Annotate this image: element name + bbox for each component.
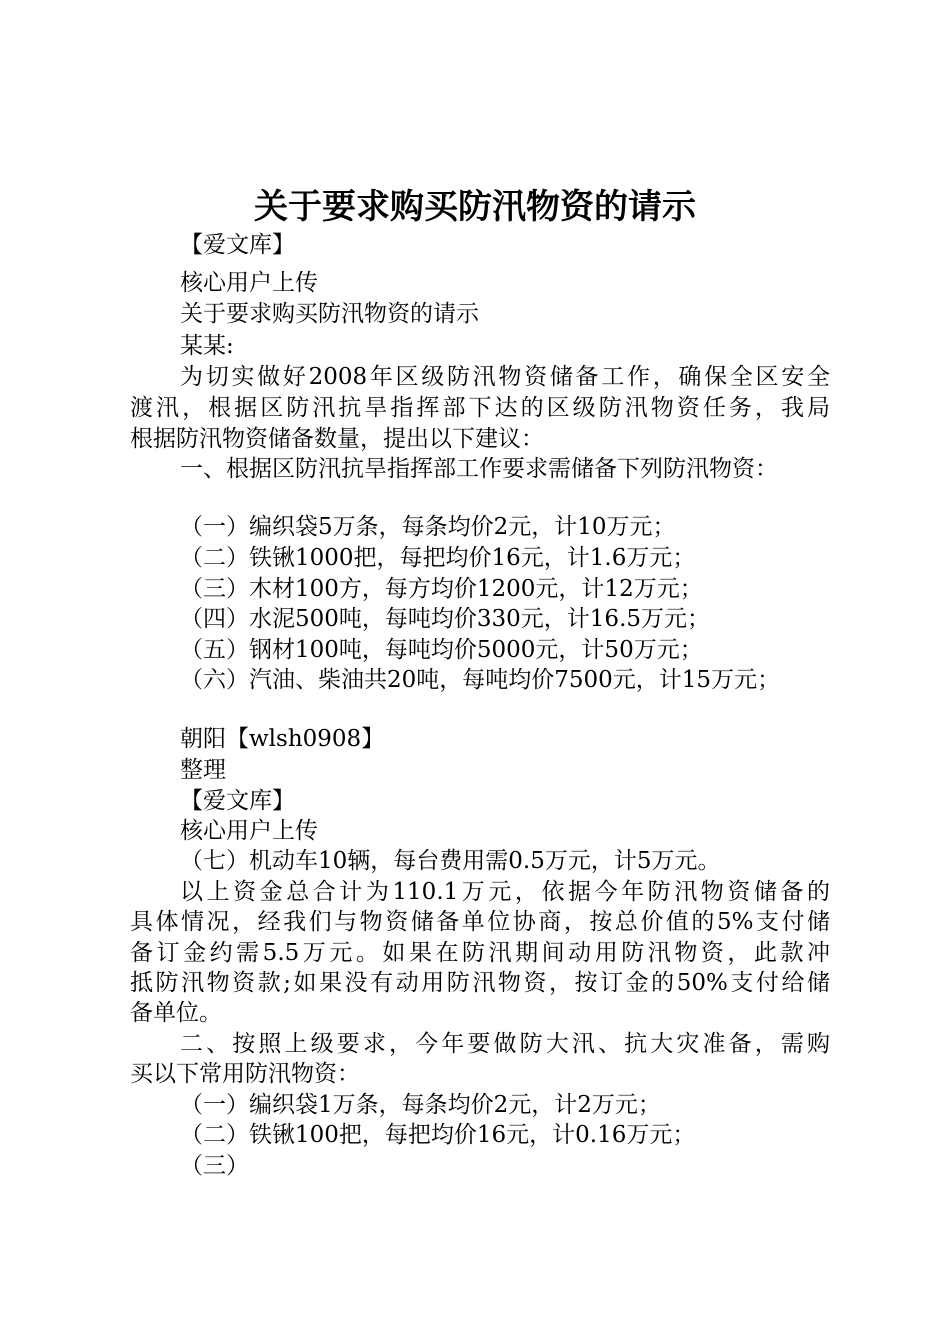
list-item: （五）钢材100吨，每吨均价5000元，计50万元； [180,637,703,663]
list-item: （四）水泥500吨，每吨均价330元，计16.5万元； [180,606,711,632]
source-tag: 【爱文库】 [180,788,295,814]
body-paragraph-line: 渡汛，根据区防汛抗旱指挥部下达的区级防汛物资任务，我局 [130,395,830,421]
section-heading: 一、根据区防汛抗旱指挥部工作要求需储备下列防汛物资： [180,456,778,482]
source-tag: 【爱文库】 [180,232,295,258]
body-paragraph-line: 根据防汛物资储备数量，提出以下建议： [130,426,544,452]
list-item: （三）木材100方，每方均价1200元，计12万元； [180,576,703,602]
watermark-credit: 朝阳【wlsh0908】 [180,726,385,752]
list-item: （一）编织袋5万条，每条均价2元，计10万元； [180,514,676,540]
uploader-note: 核心用户上传 [180,270,318,296]
section-heading: 二、按照上级要求，今年要做防大汛、抗大灾准备，需购 [180,1031,830,1057]
subject-line: 关于要求购买防汛物资的请示 [180,301,479,327]
uploader-note: 核心用户上传 [180,818,318,844]
body-paragraph-line: 为切实做好2008年区级防汛物资储备工作，确保全区安全 [180,364,830,390]
body-paragraph-line: 抵防汛物资款;如果没有动用防汛物资，按订金的50%支付给储 [130,970,830,996]
list-item: （一）编织袋1万条，每条均价2元，计2万元； [180,1092,661,1118]
document-title: 关于要求购买防汛物资的请示 [254,187,696,227]
list-item: （二）铁锹100把，每把均价16元，计0.16万元； [180,1122,696,1148]
watermark-credit: 整理 [180,757,226,783]
list-item: （六）汽油、柴油共20吨，每吨均价7500元，计15万元； [180,667,781,693]
body-paragraph-line: 以上资金总合计为110.1万元，依据今年防汛物资储备的 [180,879,830,905]
list-item: （七）机动车10辆，每台费用需0.5万元，计5万元。 [180,848,721,874]
body-paragraph-line: 具体情况，经我们与物资储备单位协商，按总价值的5%支付储 [130,909,830,935]
body-paragraph-line: 买以下常用防汛物资： [130,1061,360,1087]
list-item: （二）铁锹1000把，每把均价16元，计1.6万元； [180,545,696,571]
body-paragraph-line: 备订金约需5.5万元。如果在防汛期间动用防汛物资，此款冲 [130,940,830,966]
list-item: （三） [180,1153,249,1179]
body-paragraph-line: 备单位。 [130,1000,222,1026]
salutation: 某某: [180,333,234,359]
